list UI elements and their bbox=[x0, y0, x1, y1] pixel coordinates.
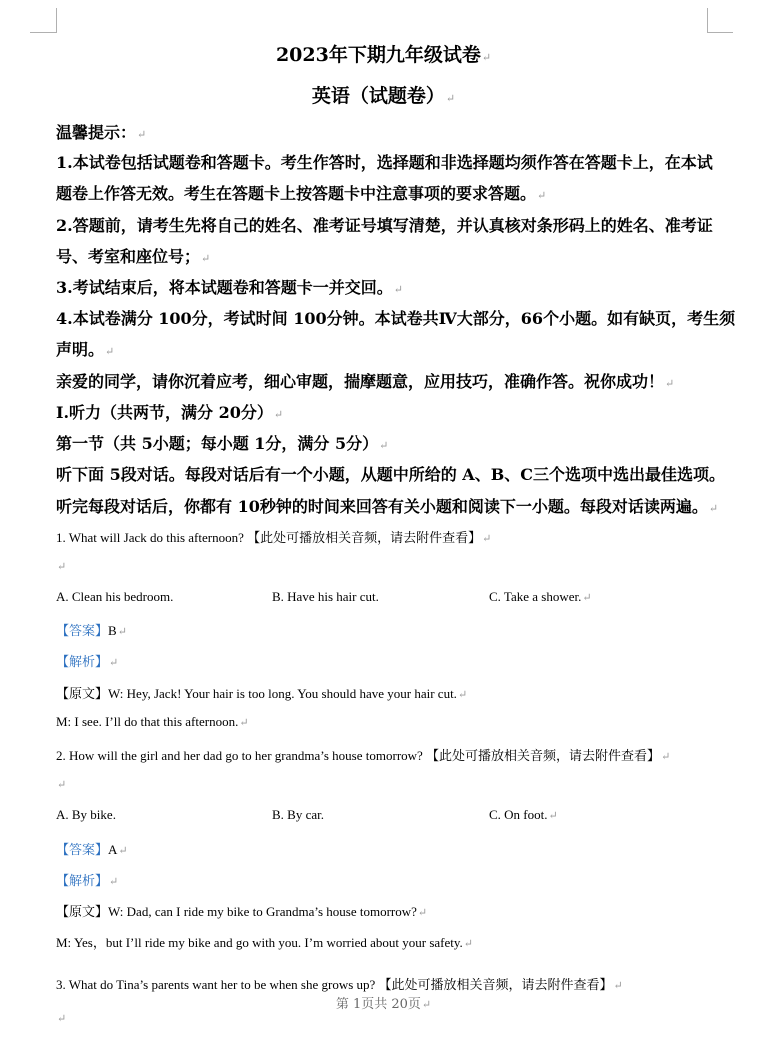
subsection-heading-text: 第一节（共 5小题；每小题 1分，满分 5分） bbox=[56, 434, 379, 453]
crop-mark-top-left-v bbox=[56, 8, 57, 33]
tips-heading-text: 温馨提示： bbox=[56, 123, 137, 142]
option-a: A. By bike. bbox=[56, 807, 116, 822]
paragraph-mark: ↵ bbox=[379, 439, 389, 452]
page-footer bbox=[0, 993, 767, 1012]
question-stem bbox=[56, 974, 623, 993]
original-tag: 【原文】 bbox=[56, 904, 109, 919]
option-b: B. By car. bbox=[272, 807, 324, 822]
paragraph-mark: ↵ bbox=[57, 779, 67, 791]
paragraph-mark: ↵ bbox=[137, 128, 147, 141]
instructions-line-text: 听完每段对话后，你都有 10秒钟的时间来回答有关小题和阅读下一小题。每段对话读两遍。 bbox=[56, 497, 708, 516]
option-a: A. Clean his bedroom. bbox=[56, 589, 174, 604]
part-heading-text: Ⅰ.听力（共两节，满分 20分） bbox=[56, 403, 273, 422]
paragraph-mark: ↵ bbox=[417, 907, 428, 919]
tips-line bbox=[56, 369, 674, 392]
tips-line bbox=[56, 244, 210, 267]
part-heading bbox=[56, 400, 283, 423]
tips-line: 4.本试卷满分 100分，考试时间 100分钟。本试卷共Ⅳ大部分，66个小题。如有缺页，考生须 bbox=[56, 309, 736, 328]
paragraph-mark: ↵ bbox=[481, 51, 492, 64]
paragraph-mark: ↵ bbox=[463, 938, 474, 950]
paragraph-mark: ↵ bbox=[665, 377, 675, 390]
tips-line bbox=[56, 275, 403, 298]
empty-paragraph bbox=[56, 776, 66, 792]
paragraph-mark: ↵ bbox=[109, 657, 119, 669]
paragraph-mark: ↵ bbox=[201, 252, 211, 265]
answer-line bbox=[56, 620, 127, 639]
option-c-text: C. On foot. bbox=[489, 807, 548, 822]
tips-line-text: 声明。 bbox=[56, 340, 105, 359]
option-c-text: C. Take a shower. bbox=[489, 589, 582, 604]
original-line bbox=[56, 683, 467, 702]
answer-line bbox=[56, 839, 128, 858]
paragraph-mark: ↵ bbox=[117, 626, 127, 638]
analysis-tag: 【解析】 bbox=[56, 873, 109, 888]
question-stem-text: 2. How will the girl and her dad go to her grandma’s house tomorrow? 【此处可播放相关音频，请去附件查看】 bbox=[56, 748, 661, 763]
instructions-line: 听下面 5段对话。每段对话后有一个小题，从题中所给的 A、B、C三个选项中选出最佳选项。 bbox=[56, 465, 725, 484]
tips-line bbox=[56, 337, 114, 360]
answer-tag: 【答案】 bbox=[56, 842, 109, 857]
question-stem-text: 3. What do Tina’s parents want her to be when she grows up? 【此处可播放相关音频，请去附件查看】 bbox=[56, 977, 613, 992]
paragraph-mark: ↵ bbox=[482, 533, 492, 545]
paragraph-mark: ↵ bbox=[537, 189, 547, 202]
paragraph-mark: ↵ bbox=[273, 408, 284, 421]
original-text: W: Hey, Jack! Your hair is too long. You should have your hair cut. bbox=[108, 686, 457, 701]
paragraph-mark: ↵ bbox=[109, 876, 119, 888]
option-c bbox=[489, 589, 592, 605]
crop-mark-top-right-h bbox=[707, 32, 733, 33]
question-stem-text: 1. What will Jack do this afternoon? 【此处可播放相关音频，请去附件查看】 bbox=[56, 530, 482, 545]
tips-line-text: 号、考室和座位号； bbox=[56, 247, 201, 266]
analysis-tag: 【解析】 bbox=[56, 654, 109, 669]
paragraph-mark: ↵ bbox=[421, 998, 432, 1011]
empty-paragraph bbox=[56, 1010, 66, 1026]
exam-title bbox=[0, 40, 767, 67]
paragraph-mark: ↵ bbox=[661, 751, 671, 763]
analysis-line bbox=[56, 870, 118, 889]
original-text: W: Dad, can I ride my bike to Grandma’s house tomorrow? bbox=[108, 904, 417, 919]
instructions-line bbox=[56, 494, 718, 517]
paragraph-mark: ↵ bbox=[708, 502, 719, 515]
paragraph-mark: ↵ bbox=[548, 810, 558, 822]
dialog-line bbox=[56, 714, 249, 730]
dialog-line-text: M: Yes，but I’ll ride my bike and go with you. I’m worried about your safety. bbox=[56, 935, 463, 950]
paragraph-mark: ↵ bbox=[393, 283, 403, 296]
tips-line bbox=[56, 181, 546, 204]
exam-subtitle bbox=[0, 81, 767, 108]
answer-value: A bbox=[108, 842, 118, 857]
paragraph-mark: ↵ bbox=[105, 345, 115, 358]
subsection-heading bbox=[56, 431, 388, 454]
answer-value: B bbox=[108, 623, 117, 638]
tips-line: 1.本试卷包括试题卷和答题卡。考生作答时，选择题和非选择题均须作答在答题卡上，在本试 bbox=[56, 153, 713, 172]
empty-paragraph bbox=[56, 558, 66, 574]
tips-line-text: 亲爱的同学，请你沉着应考，细心审题，揣摩题意，应用技巧，准确作答。祝你成功！ bbox=[56, 372, 665, 391]
paragraph-mark: ↵ bbox=[239, 717, 249, 729]
paragraph-mark: ↵ bbox=[118, 845, 128, 857]
option-b: B. Have his hair cut. bbox=[272, 589, 379, 604]
crop-mark-top-left-h bbox=[30, 32, 56, 33]
tips-line-text: 3.考试结束后，将本试题卷和答题卡一并交回。 bbox=[56, 278, 393, 297]
answer-tag: 【答案】 bbox=[56, 623, 109, 638]
analysis-line bbox=[56, 651, 118, 670]
page-number: 第 1页共 20页 bbox=[335, 997, 421, 1012]
question-stem bbox=[56, 527, 491, 546]
paragraph-mark: ↵ bbox=[445, 92, 456, 105]
dialog-line-text: M: I see. I’ll do that this afternoon. bbox=[56, 714, 239, 729]
paragraph-mark: ↵ bbox=[457, 689, 468, 701]
paragraph-mark: ↵ bbox=[613, 980, 623, 992]
crop-mark-top-right-v bbox=[707, 8, 708, 33]
tips-heading bbox=[56, 120, 146, 143]
original-tag: 【原文】 bbox=[56, 686, 109, 701]
tips-line-text: 题卷上作答无效。考生在答题卡上按答题卡中注意事项的要求答题。 bbox=[56, 184, 537, 203]
paragraph-mark: ↵ bbox=[57, 561, 67, 573]
original-line bbox=[56, 901, 427, 920]
tips-line: 2.答题前，请考生先将自己的姓名、准考证号填写清楚，并认真核对条形码上的姓名、准考证 bbox=[56, 216, 713, 235]
paragraph-mark: ↵ bbox=[582, 592, 592, 604]
dialog-line bbox=[56, 932, 473, 951]
question-stem bbox=[56, 745, 670, 764]
paragraph-mark: ↵ bbox=[57, 1013, 67, 1025]
option-c bbox=[489, 807, 558, 823]
exam-title-text: 2023年下期九年级试卷 bbox=[275, 44, 481, 66]
exam-subtitle-text: 英语（试题卷） bbox=[311, 85, 445, 107]
